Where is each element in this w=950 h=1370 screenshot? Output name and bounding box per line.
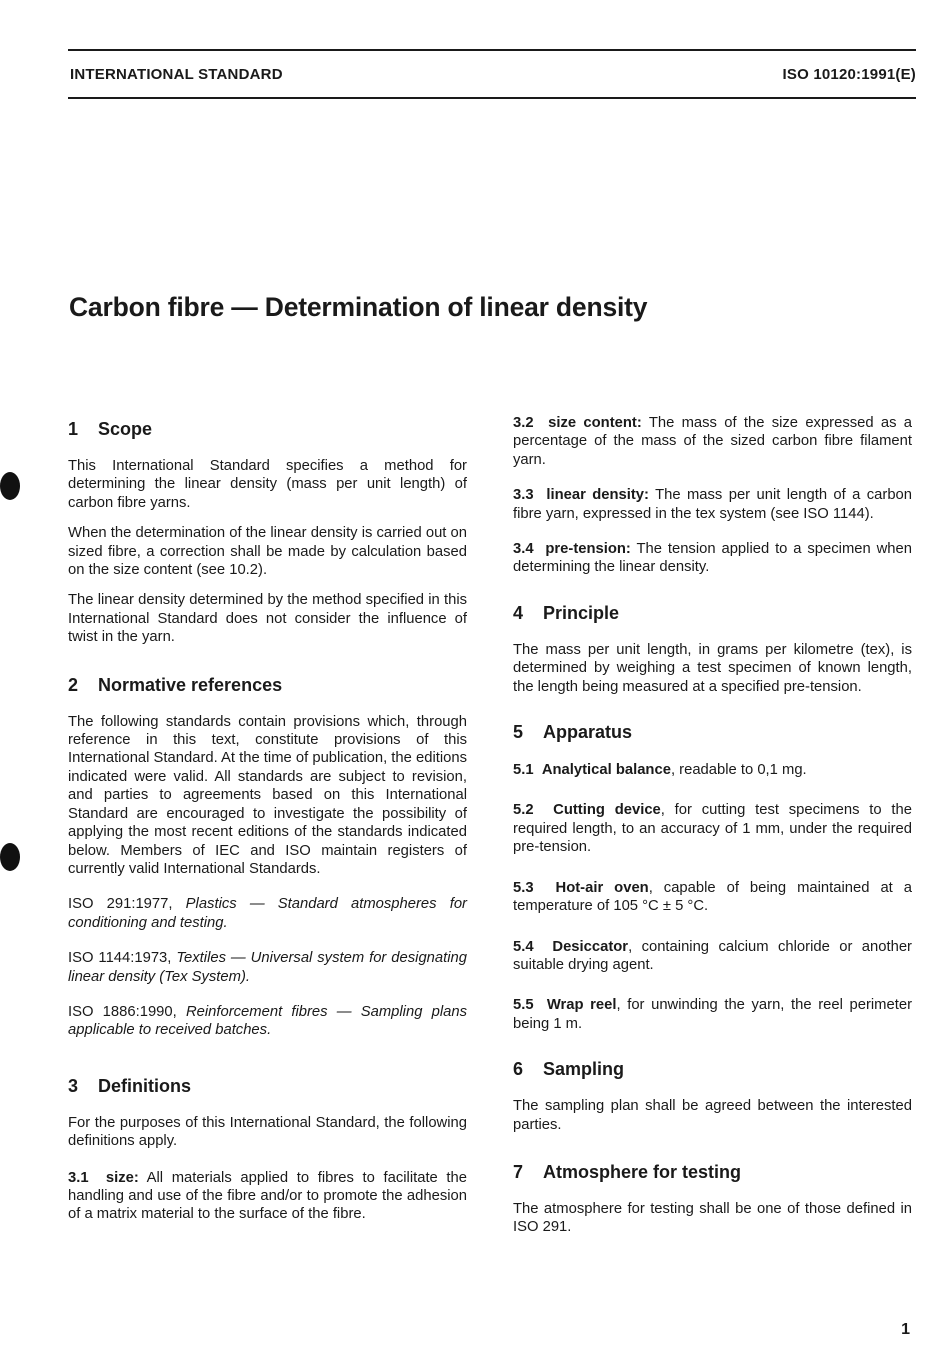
scope-paragraph-1: This International Standard specifies a method for determining the linear density (mass per unit length) of carbon fibre yarns. bbox=[68, 458, 467, 511]
document-title: Carbon fibre — Determination of linear density bbox=[69, 292, 648, 322]
definition-item: 3.1 size: All materials applied to fibres to facilitate the handling and use of the fibre and/or to promote the adhesion of a matrix material to the surface of the fibre. bbox=[68, 1169, 468, 1223]
right-column bbox=[513, 414, 912, 1237]
header-standard-type: INTERNATIONAL STANDARD bbox=[70, 66, 283, 83]
binding-hole-marker bbox=[0, 472, 20, 500]
section-heading-apparatus: 5 Apparatus bbox=[513, 722, 633, 743]
binding-hole-marker bbox=[0, 843, 20, 871]
section-heading-atmosphere: 7 Atmosphere for testing bbox=[513, 1161, 742, 1182]
section-heading-sampling: 6 Sampling bbox=[513, 1059, 625, 1080]
normative-paragraph: The following standards contain provisions which, through reference in this text, constitute provisions of this International Standard. At the time of publication, the editions indicated were valid. All standards are subject to revision, and parties to agreements based on this International Standard are encouraged to investigate the possibility of applying the most recent editions of the standards indicated below. Members of IEC and ISO maintain registers of currently valid International Standards. bbox=[68, 713, 467, 877]
section-heading-definitions: 3 Definitions bbox=[68, 1075, 191, 1096]
section-heading-principle: 4 Principle bbox=[513, 602, 620, 623]
apparatus-item: 5.1 Analytical balance, readable to 0,1 mg. bbox=[513, 762, 807, 779]
definition-item: 3.3 linear density: The mass per unit length of a carbon fibre yarn, expressed in the tex system (see ISO 1144). bbox=[513, 487, 913, 522]
section-heading-scope: 1 Scope bbox=[68, 419, 153, 439]
header-standard-number: ISO 10120:1991(E) bbox=[782, 66, 916, 83]
reference-item: ISO 291:1977, Plastics — Standard atmospheres for conditioning and testing. bbox=[68, 896, 467, 931]
atmosphere-paragraph: The atmosphere for testing shall be one of those defined in ISO 291. bbox=[513, 1200, 912, 1236]
sampling-paragraph: The sampling plan shall be agreed between the interested parties. bbox=[513, 1098, 912, 1133]
reference-item: ISO 1886:1990, Reinforcement fibres — Sampling plans applicable to received batches. bbox=[68, 1003, 467, 1039]
definition-item: 3.2 size content: The mass of the size expressed as a percentage of the mass of the sized carbon fibre filament yarn. bbox=[513, 415, 913, 468]
scope-paragraph-2: When the determination of the linear density is carried out on sized fibre, a correction shall be made by calculation based on the size content (see 10.2). bbox=[68, 525, 467, 579]
apparatus-item: 5.5 Wrap reel, for unwinding the yarn, the reel perimeter being 1 m. bbox=[513, 997, 912, 1032]
definition-item: 3.4 pre-tension: The tension applied to a specimen when determining the linear density. bbox=[513, 541, 913, 576]
left-column bbox=[68, 414, 467, 1224]
apparatus-item: 5.3 Hot-air oven, capable of being maintained at a temperature of 105 °C ± 5 °C. bbox=[513, 879, 912, 915]
apparatus-item: 5.4 Desiccator, containing calcium chloride or another suitable drying agent. bbox=[513, 938, 912, 973]
section-heading-normative-references: 2 Normative references bbox=[68, 674, 283, 695]
principle-paragraph: The mass per unit length, in grams per kilometre (tex), is determined by weighing a test specimen of known length, the length being measured at a specified pre-tension. bbox=[513, 641, 912, 695]
scope-paragraph-3: The linear density determined by the method specified in this International Standard does not consider the influence of twist in the yarn. bbox=[68, 592, 467, 646]
apparatus-item: 5.2 Cutting device, for cutting test specimens to the required length, to an accuracy of 1 mm, under the required pre-tension. bbox=[513, 802, 912, 856]
page-number: 1 bbox=[901, 1321, 910, 1338]
header-rule-top bbox=[68, 49, 916, 51]
reference-item: ISO 1144:1973, Textiles — Universal system for designating linear density (Tex System). bbox=[68, 950, 467, 985]
definitions-paragraph: For the purposes of this International Standard, the following definitions apply. bbox=[68, 1114, 467, 1150]
header-rule-bottom bbox=[68, 97, 916, 99]
